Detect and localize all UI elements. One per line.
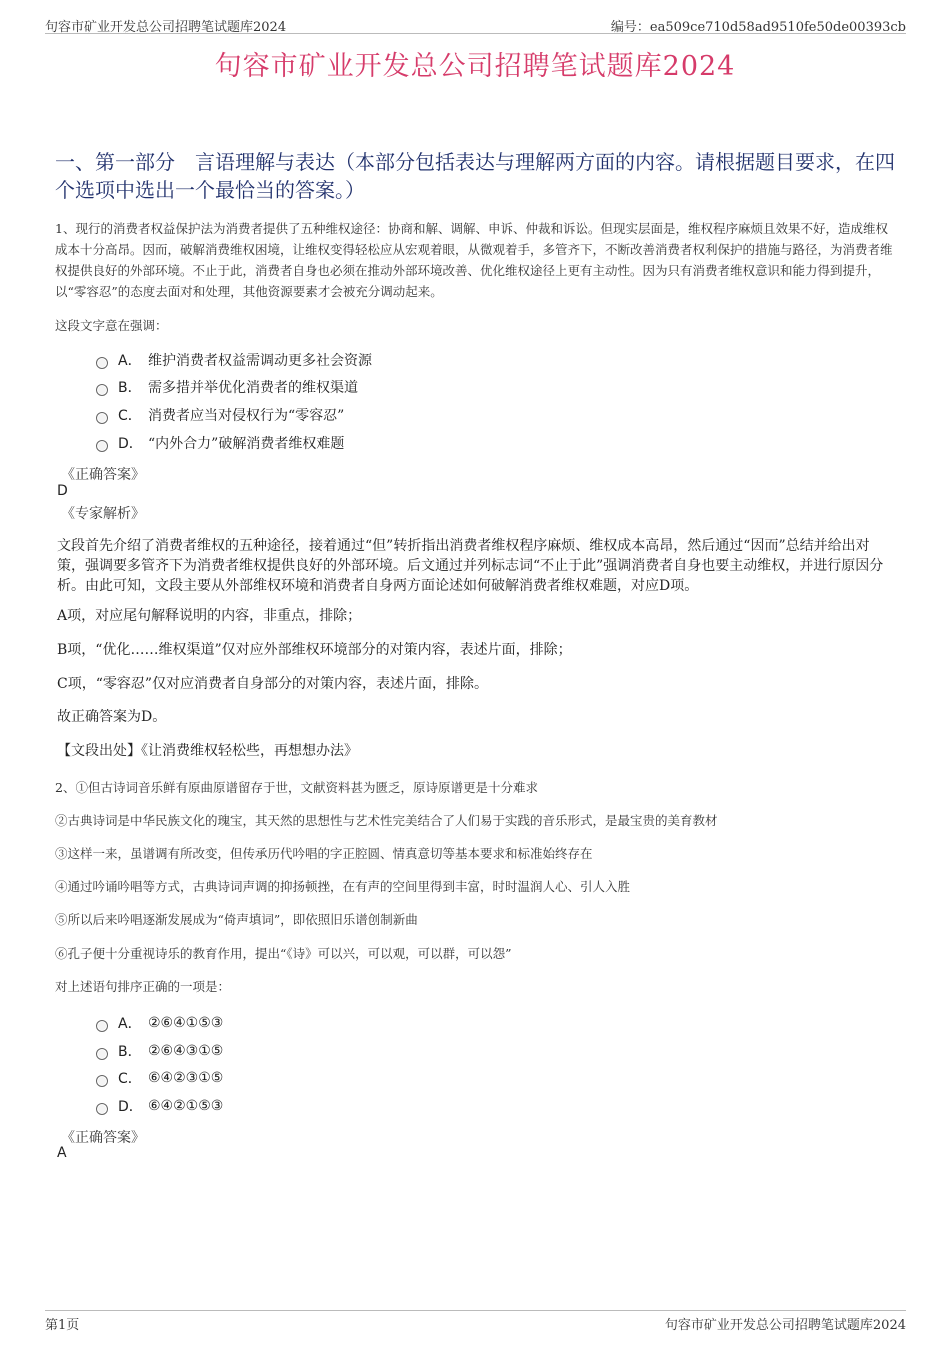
header-divider [45,33,906,34]
q1-answer: D [57,483,68,499]
q2-line-1: 2、①但古诗词音乐鲜有原曲原谱留存于世，文献资料甚为匮乏，原诗原谱更是十分难求 [55,780,538,795]
q2-answer-label: 《正确答案》 [61,1130,145,1146]
radio-icon[interactable] [96,1048,108,1060]
option-letter: A． [118,353,142,369]
q2-line-2: ②古典诗词是中华民族文化的瑰宝，其天然的思想性与艺术性完美结合了人们易于实践的音乐形式，是最宝贵的美育教材 [55,813,718,828]
q1-analysis-a: A项，对应尾句解释说明的内容，非重点，排除； [57,608,362,624]
q2-answer: A [57,1145,67,1161]
option-letter: C． [118,1071,142,1087]
q2-option-d[interactable] [96,1096,223,1116]
option-letter: C． [118,408,142,424]
q1-option-c[interactable] [96,405,344,425]
radio-icon[interactable] [96,412,108,424]
q1-answer-label: 《正确答案》 [61,467,145,483]
q1-analysis-c: C项，“零容忍”仅对应消费者自身部分的对策内容，表述片面，排除。 [57,676,489,692]
q2-line-5: ⑤所以后来吟唱逐渐发展成为“倚声填词”，即依照旧乐谱创制新曲 [55,912,418,927]
q2-line-6: ⑥孔子便十分重视诗乐的教育作用，提出“《诗》可以兴，可以观，可以群，可以怨” [55,946,512,961]
q1-analysis-label: 《专家解析》 [61,506,145,522]
option-text: ⑥④②①⑤③ [148,1098,224,1114]
q1-prompt: 这段文字意在强调： [55,318,168,333]
radio-icon[interactable] [96,357,108,369]
q1-analysis-paragraph: 文段首先介绍了消费者维权的五种途径，接着通过“但”转折指出消费者维权程序麻烦、维权成本高昂，然后通过“因而”总结并给出对策，强调要多管齐下为消费者维权提供良好的外部环境。后文通过并列标志词“不止于此”强调消费者自身也要主动维权，并进行原因分析。由此可知，文段主要从外部维权环境和消费者自身两方面论述如何破解消费者维权难题，对应D项。 [57,538,884,594]
q1-analysis-conclusion: 故正确答案为D。 [57,709,167,725]
q2-line-3: ③这样一来，虽谱调有所改变，但传承历代吟唱的字正腔圆、情真意切等基本要求和标准始终存在 [55,846,593,861]
option-text: 需多措并举优化消费者的维权渠道 [148,380,358,396]
option-letter: D． [118,436,143,452]
radio-icon[interactable] [96,384,108,396]
q1-analysis-b: B项，“优化……维权渠道”仅对应外部维权环境部分的对策内容，表述片面，排除； [57,642,572,658]
q1-option-d[interactable] [96,433,344,453]
q2-option-a[interactable] [96,1013,223,1033]
option-letter: B． [118,380,142,396]
radio-icon[interactable] [96,1103,108,1115]
page-number: 第1页 [45,1318,80,1333]
footer-divider [45,1310,906,1311]
section-heading: 一、第一部分 言语理解与表达（本部分包括表达与理解两方面的内容。请根据题目要求，在四个选项中选出一个最恰当的答案。） [55,150,895,202]
header-document-id: 编号：ea509ce710d58ad9510fe50de00393cb [610,20,906,35]
option-text: “内外合力”破解消费者维权难题 [148,436,345,452]
radio-icon[interactable] [96,1020,108,1032]
option-text: 消费者应当对侵权行为“零容忍” [148,408,345,424]
radio-icon[interactable] [96,440,108,452]
q1-source: 【文段出处】《让消费维权轻松些，再想想办法》 [57,743,358,759]
option-letter: A． [118,1016,142,1032]
option-text: ②⑥④③①⑤ [148,1043,224,1059]
option-letter: D． [118,1099,143,1115]
q2-option-b[interactable] [96,1041,223,1061]
q1-option-a[interactable] [96,350,372,370]
q2-prompt: 对上述语句排序正确的一项是： [55,979,231,994]
option-text: 维护消费者权益需调动更多社会资源 [148,353,372,369]
option-letter: B． [118,1044,142,1060]
option-text: ⑥④②③①⑤ [148,1070,224,1086]
q1-stem: 1、现行的消费者权益保护法为消费者提供了五种维权途径：协商和解、调解、申诉、仲裁和诉讼。但现实层面是，维权程序麻烦且效果不好，造成维权成本十分高昂。因而，破解消费维权困境，让维权变得轻松应从宏观着眼，从微观着手，多管齐下，不断改善消费者权利保护的措施与路径，为消费者维权提供良好的外部环境。不止于此，消费者自身也必须在推动外部环境改善、优化维权途径上更有主动性。因为只有消费者维权意识和能力得到提升，以“零容忍”的态度去面对和处理，其他资源要素才会被充分调动起来。 [55,221,893,299]
radio-icon[interactable] [96,1075,108,1087]
q2-line-4: ④通过吟诵吟唱等方式，古典诗词声调的抑扬顿挫，在有声的空间里得到丰富，时时温润人心、引人入胜 [55,879,631,894]
footer-title: 句容市矿业开发总公司招聘笔试题库2024 [664,1318,906,1333]
q1-option-b[interactable] [96,377,358,397]
page-title: 句容市矿业开发总公司招聘笔试题库2024 [214,51,736,82]
header-left: 句容市矿业开发总公司招聘笔试题库2024 [45,20,287,35]
option-text: ②⑥④①⑤③ [148,1015,224,1031]
q2-option-c[interactable] [96,1068,223,1088]
